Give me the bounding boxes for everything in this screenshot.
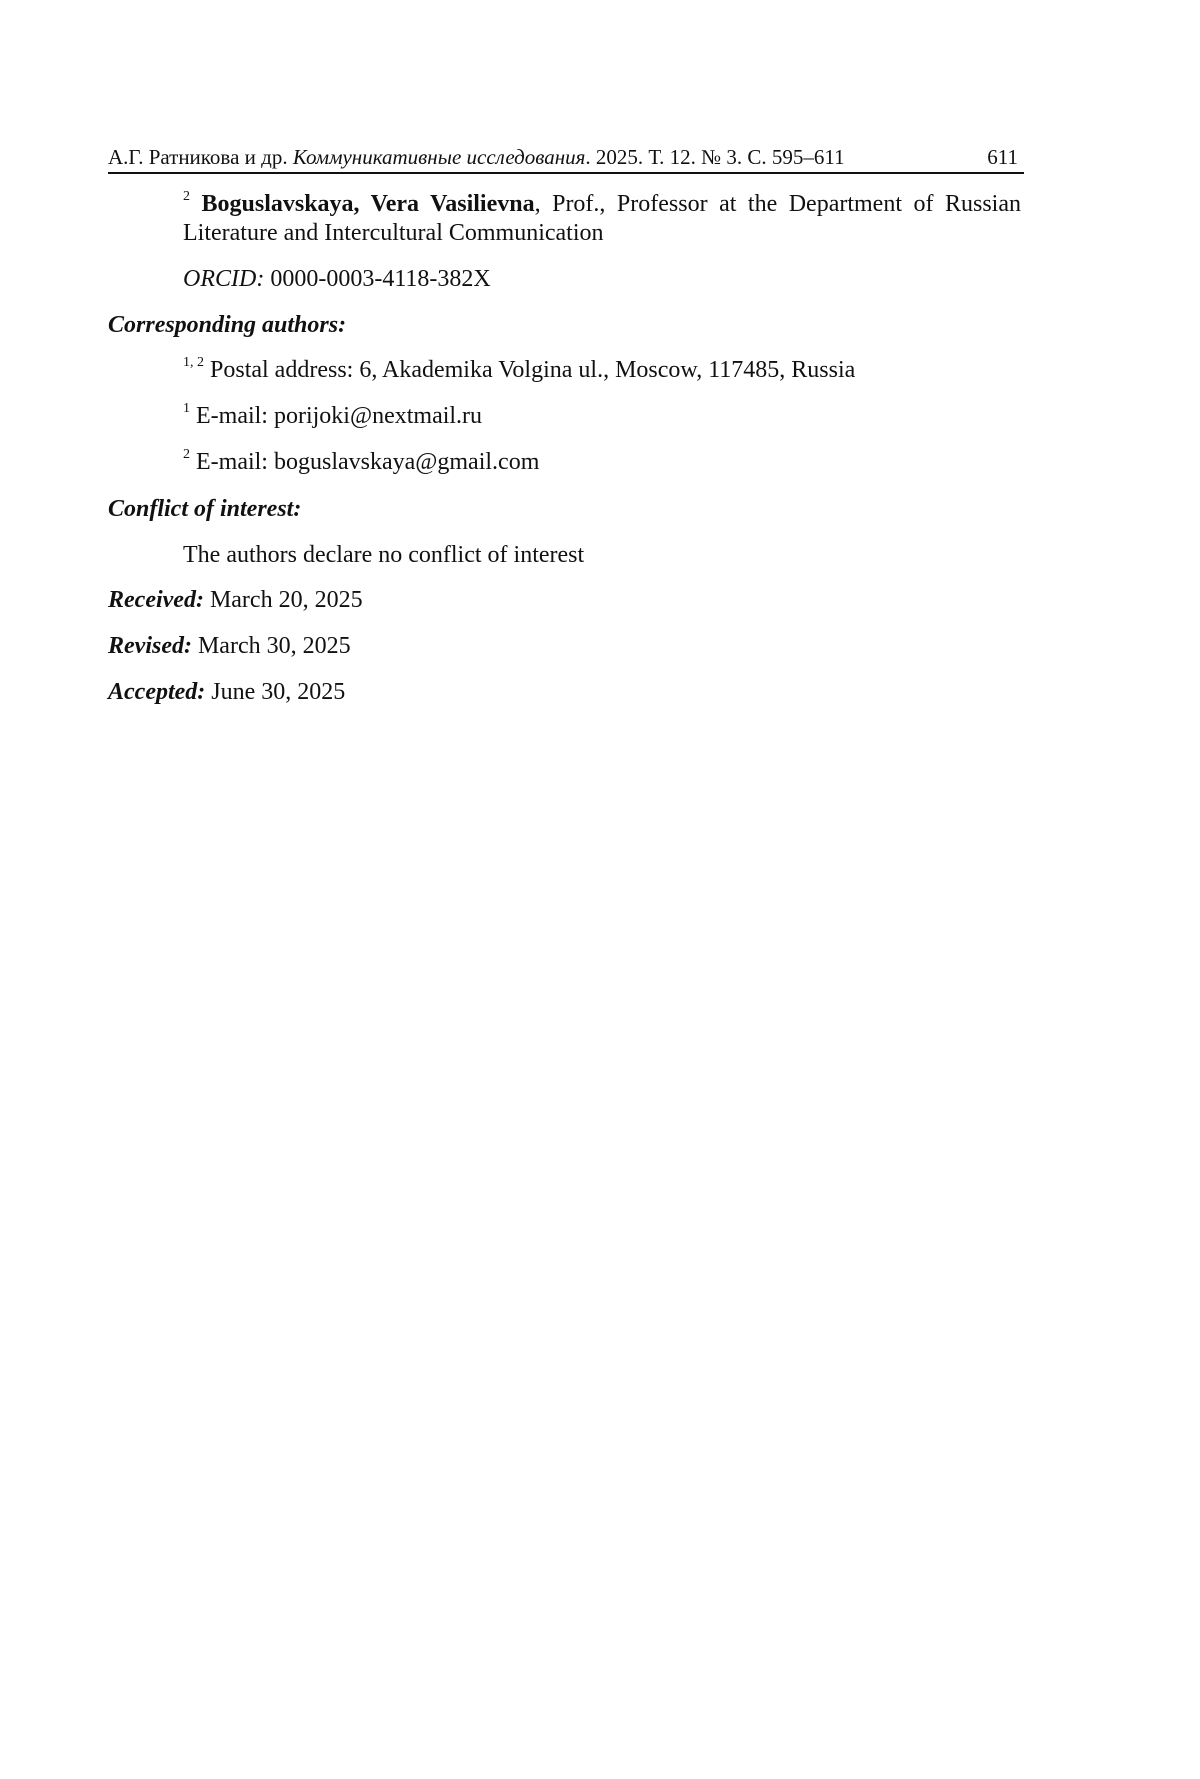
postal-address: Postal address: 6, Akademika Volgina ul., Moscow, 117485, Russia	[210, 357, 856, 383]
header-authors: А.Г. Ратникова и др.	[108, 145, 288, 169]
header-volume: . 2025. Т. 12. № 3. С. 595–611	[585, 145, 845, 169]
header-citation	[108, 144, 845, 170]
author-2-superscript: 2	[183, 189, 190, 204]
author-2-name: Boguslavskaya, Vera Vasilievna	[201, 191, 535, 217]
accepted-line	[108, 678, 1021, 707]
revised-date: March 30, 2025	[191, 633, 351, 659]
running-header	[108, 144, 1024, 174]
accepted-date: June 30, 2025	[205, 679, 346, 705]
author-2-description: , Prof., Professor at the Department of Russian Literature and Intercultural Communication	[183, 191, 1021, 246]
conflict-of-interest-heading: Conflict of interest:	[108, 496, 302, 522]
corresponding-authors-heading: Corresponding authors:	[108, 312, 347, 338]
orcid-label: ORCID:	[183, 266, 265, 292]
orcid-value: 0000-0003-4118-382X	[264, 266, 491, 292]
email-2-superscript: 2	[183, 447, 190, 462]
postal-superscript: 1, 2	[183, 355, 204, 370]
email-1-superscript: 1	[183, 401, 190, 416]
conflict-of-interest-text: The authors declare no conflict of interest	[183, 542, 585, 568]
email-1: E-mail: porijoki@nextmail.ru	[196, 403, 483, 429]
received-line	[108, 586, 1021, 615]
author-2-affiliation	[183, 190, 1021, 248]
email-1-line	[183, 402, 1021, 431]
received-label: Received:	[108, 587, 204, 613]
accepted-label: Accepted:	[108, 679, 206, 705]
revised-line	[108, 632, 1021, 661]
revised-label: Revised:	[108, 633, 192, 659]
page-number: 611	[987, 145, 1018, 169]
postal-address-line	[183, 356, 1021, 385]
email-2: E-mail: boguslavskaya@gmail.com	[196, 449, 540, 475]
orcid-line	[183, 265, 1021, 294]
email-2-line	[183, 448, 1021, 477]
header-journal: Коммуникативные исследования	[292, 145, 586, 169]
received-date: March 20, 2025	[203, 587, 363, 613]
